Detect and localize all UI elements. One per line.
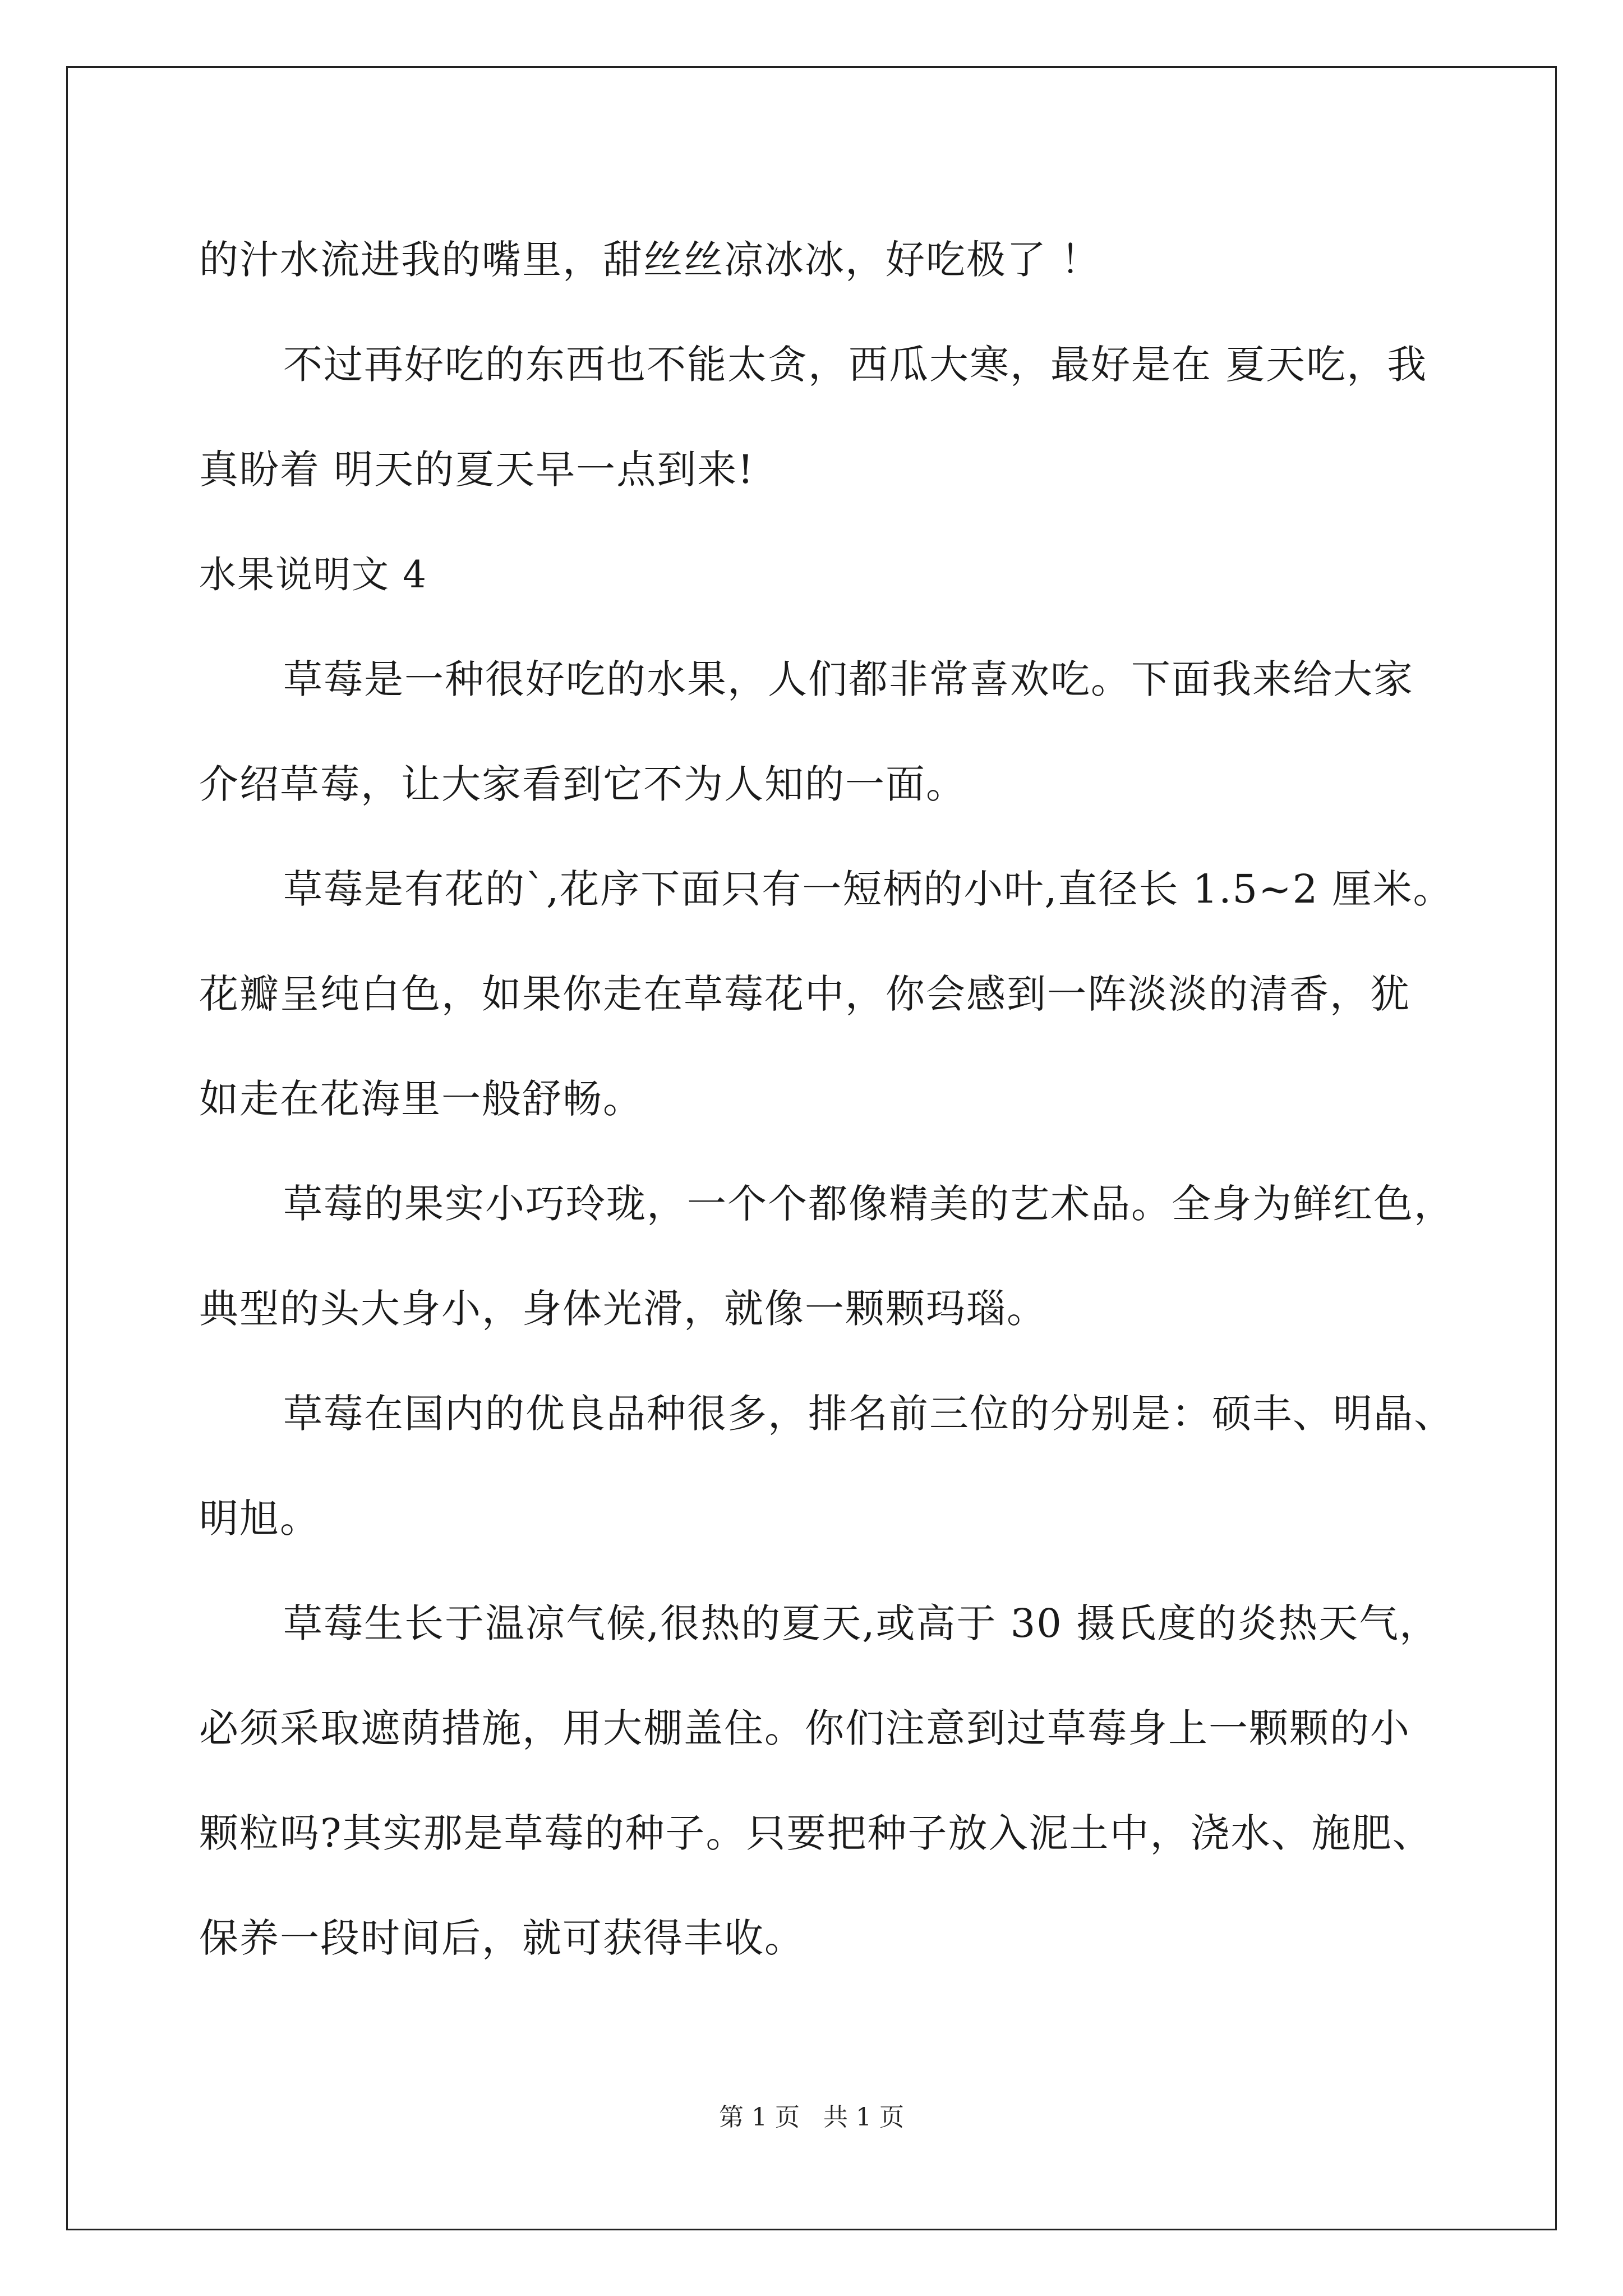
text-line: 花瓣呈纯白色，如果你走在草莓花中，你会感到一阵淡淡的清香，犹 (199, 971, 1410, 1017)
section-heading: 水果说明文 4 (199, 553, 427, 596)
document-body (199, 208, 1454, 1991)
text-line: 介绍草莓，让大家看到它不为人知的一面。 (199, 761, 966, 807)
text-line: 明旭。 (199, 1496, 320, 1542)
text-line: 保养一段时间后，就可获得丰收。 (199, 1915, 805, 1961)
text-line: 颗粒吗?其实那是草莓的种子。只要把种子放入泥土中，浇水、施肥、 (199, 1810, 1433, 1856)
paragraph-line: 草莓在国内的优良品种很多，排名前三位的分别是：硕丰、明晶、 (283, 1391, 1454, 1437)
page-number-footer: 第 1 页 共 1 页 (719, 2103, 904, 2132)
paragraph-line: 草莓的果实小巧玲珑，一个个都像精美的艺术品。全身为鲜红色， (283, 1181, 1454, 1227)
paragraph-line: 草莓是有花的`,花序下面只有一短柄的小叶,直径长 1.5~2 厘米。 (283, 866, 1454, 912)
paragraph-line: 草莓是一种很好吃的水果，人们都非常喜欢吃。下面我来给大家 (283, 656, 1414, 702)
text-line: 的汁水流进我的嘴里，甜丝丝凉冰冰，好吃极了 ！ (199, 237, 1101, 283)
paragraph-line: 不过再好吃的东西也不能太贪，西瓜大寒，最好是在 夏天吃，我 (283, 342, 1428, 388)
text-line: 真盼着 明天的夏天早一点到来! (199, 447, 755, 493)
text-line: 如走在花海里一般舒畅。 (199, 1076, 643, 1122)
text-line: 典型的头大身小，身体光滑，就像一颗颗玛瑙。 (199, 1286, 1047, 1332)
text-line: 必须采取遮荫措施，用大棚盖住。你们注意到过草莓身上一颗颗的小 (199, 1705, 1410, 1751)
paragraph-line: 草莓生长于温凉气候,很热的夏天,或高于 30 摄氏度的炎热天气， (283, 1600, 1440, 1646)
